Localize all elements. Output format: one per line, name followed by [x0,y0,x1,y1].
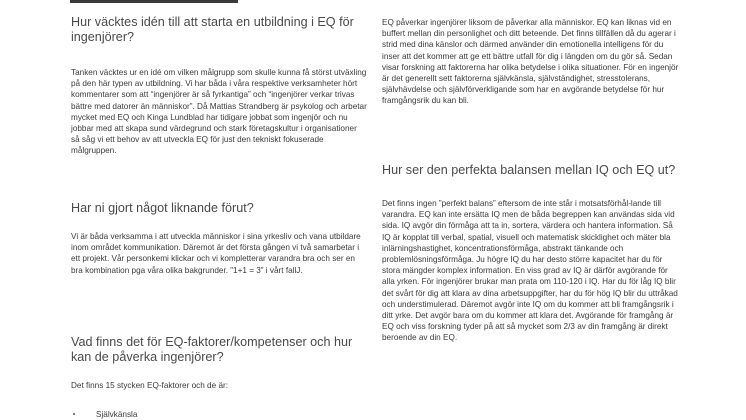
paragraph-eq-factors-text: Det finns 15 stycken EQ-faktorer och de är: [71,381,228,390]
paragraph-before [71,231,367,276]
paragraph-before-text: Vi är båda verksamma i att utveckla människor i sina yrkesliv och vana utbildare inom området kommunikation. Däremot är det första gången vi två samarbetar i ett projekt. Vår personkemi klickar och vi kompletterar varandra bra och ser en bra kombination pga våra olika bakgrunder. ”1+1 = 3” i vårt fallJ. [71,232,361,275]
paragraph-idea [71,67,367,157]
bullet-icon [73,413,75,415]
paragraph-balance-text: Det finns ingen ”perfekt balans” eftersom de inte står i motsatsförhål-lande till varandra. EQ kan inte ersätta IQ men de båda begreppen kan användas sida vid sida. IQ avgör din förmåga att ta in, sortera, värdera och hantera information. Så IQ är kopplat till verbal, spatial, visuell och matematisk skicklighet och mäter bla inlärningshastighet, koncentrationsförmåga, abstrakt tänkande och problemlösningsförmåga. Ju högre IQ du har desto större kapacitet har du för stora mängder komplex information. En viss grad av IQ är därför avgörande för alla yrken. För ingenjörer brukar man prata om 110-120 i IQ. Har du för låg IQ blir det svårt för dig att klara av dina arbetsuppgifter, har du för hög IQ blir du uttråkad och understimulerad. Däremot avgör inte IQ om du kommer att bli framgångsrik i ditt yrke. Det avgör bara om du kommer att klara det. Avgörande för framgång är EQ och viss forskning tyder på att så mycket som 2/3 av din framgång är direkt beroende av din EQ. [382,199,678,343]
paragraph-idea-text: Tanken väcktes ur en idé om vilken målgrupp som skulle kunna få störst utväxling på den här typen av utbildning. Vi har båda i våra respektive verksamheter hört kommentarer som att “ingenjörer är så fyrkantiga” och “ingenjörer verkar trivas bättre med datorer än människor”. Då Mattias Strandberg är psykolog och arbetar mycket med EQ och Kinga Lundblad har tidigare jobbat som ingenjör och nu jobbar med att skapa sund värdegrund och stark företagskultur i organisationer så såg vi ett behov av att utveckla EQ för just den tekniskt fokuserade målgruppen. [71,68,367,156]
list-item [71,409,137,420]
list-item-label: Självkänsla [96,410,138,419]
top-accent-bar [70,0,238,3]
heading-idea-text: Hur väcktes idén till att starta en utbildning i EQ för ingenjörer? [71,15,354,44]
heading-before-text: Har ni gjort något liknande förut? [71,201,254,215]
heading-balance [382,163,682,178]
heading-eq-factors-text: Vad finns det för EQ-faktorer/kompetenser och hur kan de påverka ingenjörer? [71,335,353,364]
paragraph-eq-factors [71,380,367,391]
heading-before [71,201,367,216]
heading-balance-text: Hur ser den perfekta balansen mellan IQ och EQ ut? [382,163,676,177]
paragraph-eq-effect-text: EQ påverkar ingenjörer liksom de påverkar alla människor. EQ kan liknas vid en buffert mellan din personlighet och ditt beteende. Det finns tillfällen då du agerar i strid med dina känslor och därmed använder din emotionella intelligens för du inser att det kommer att ge ett bättre utfall för dig i längden om du gör så. Sedan visar forskning att faktorerna har olika betydelse i olika situationer. För en ingenjör är det generellt sett faktorerna självkänsla, självständighet, stresstolerans, självhävdelse och självförverkligande som har en avgörande betydelse för hur framgångsrik du kan bli. [382,18,679,106]
paragraph-eq-effect [382,17,682,107]
heading-idea [71,15,367,45]
heading-eq-factors [71,335,367,365]
paragraph-balance [382,198,682,344]
